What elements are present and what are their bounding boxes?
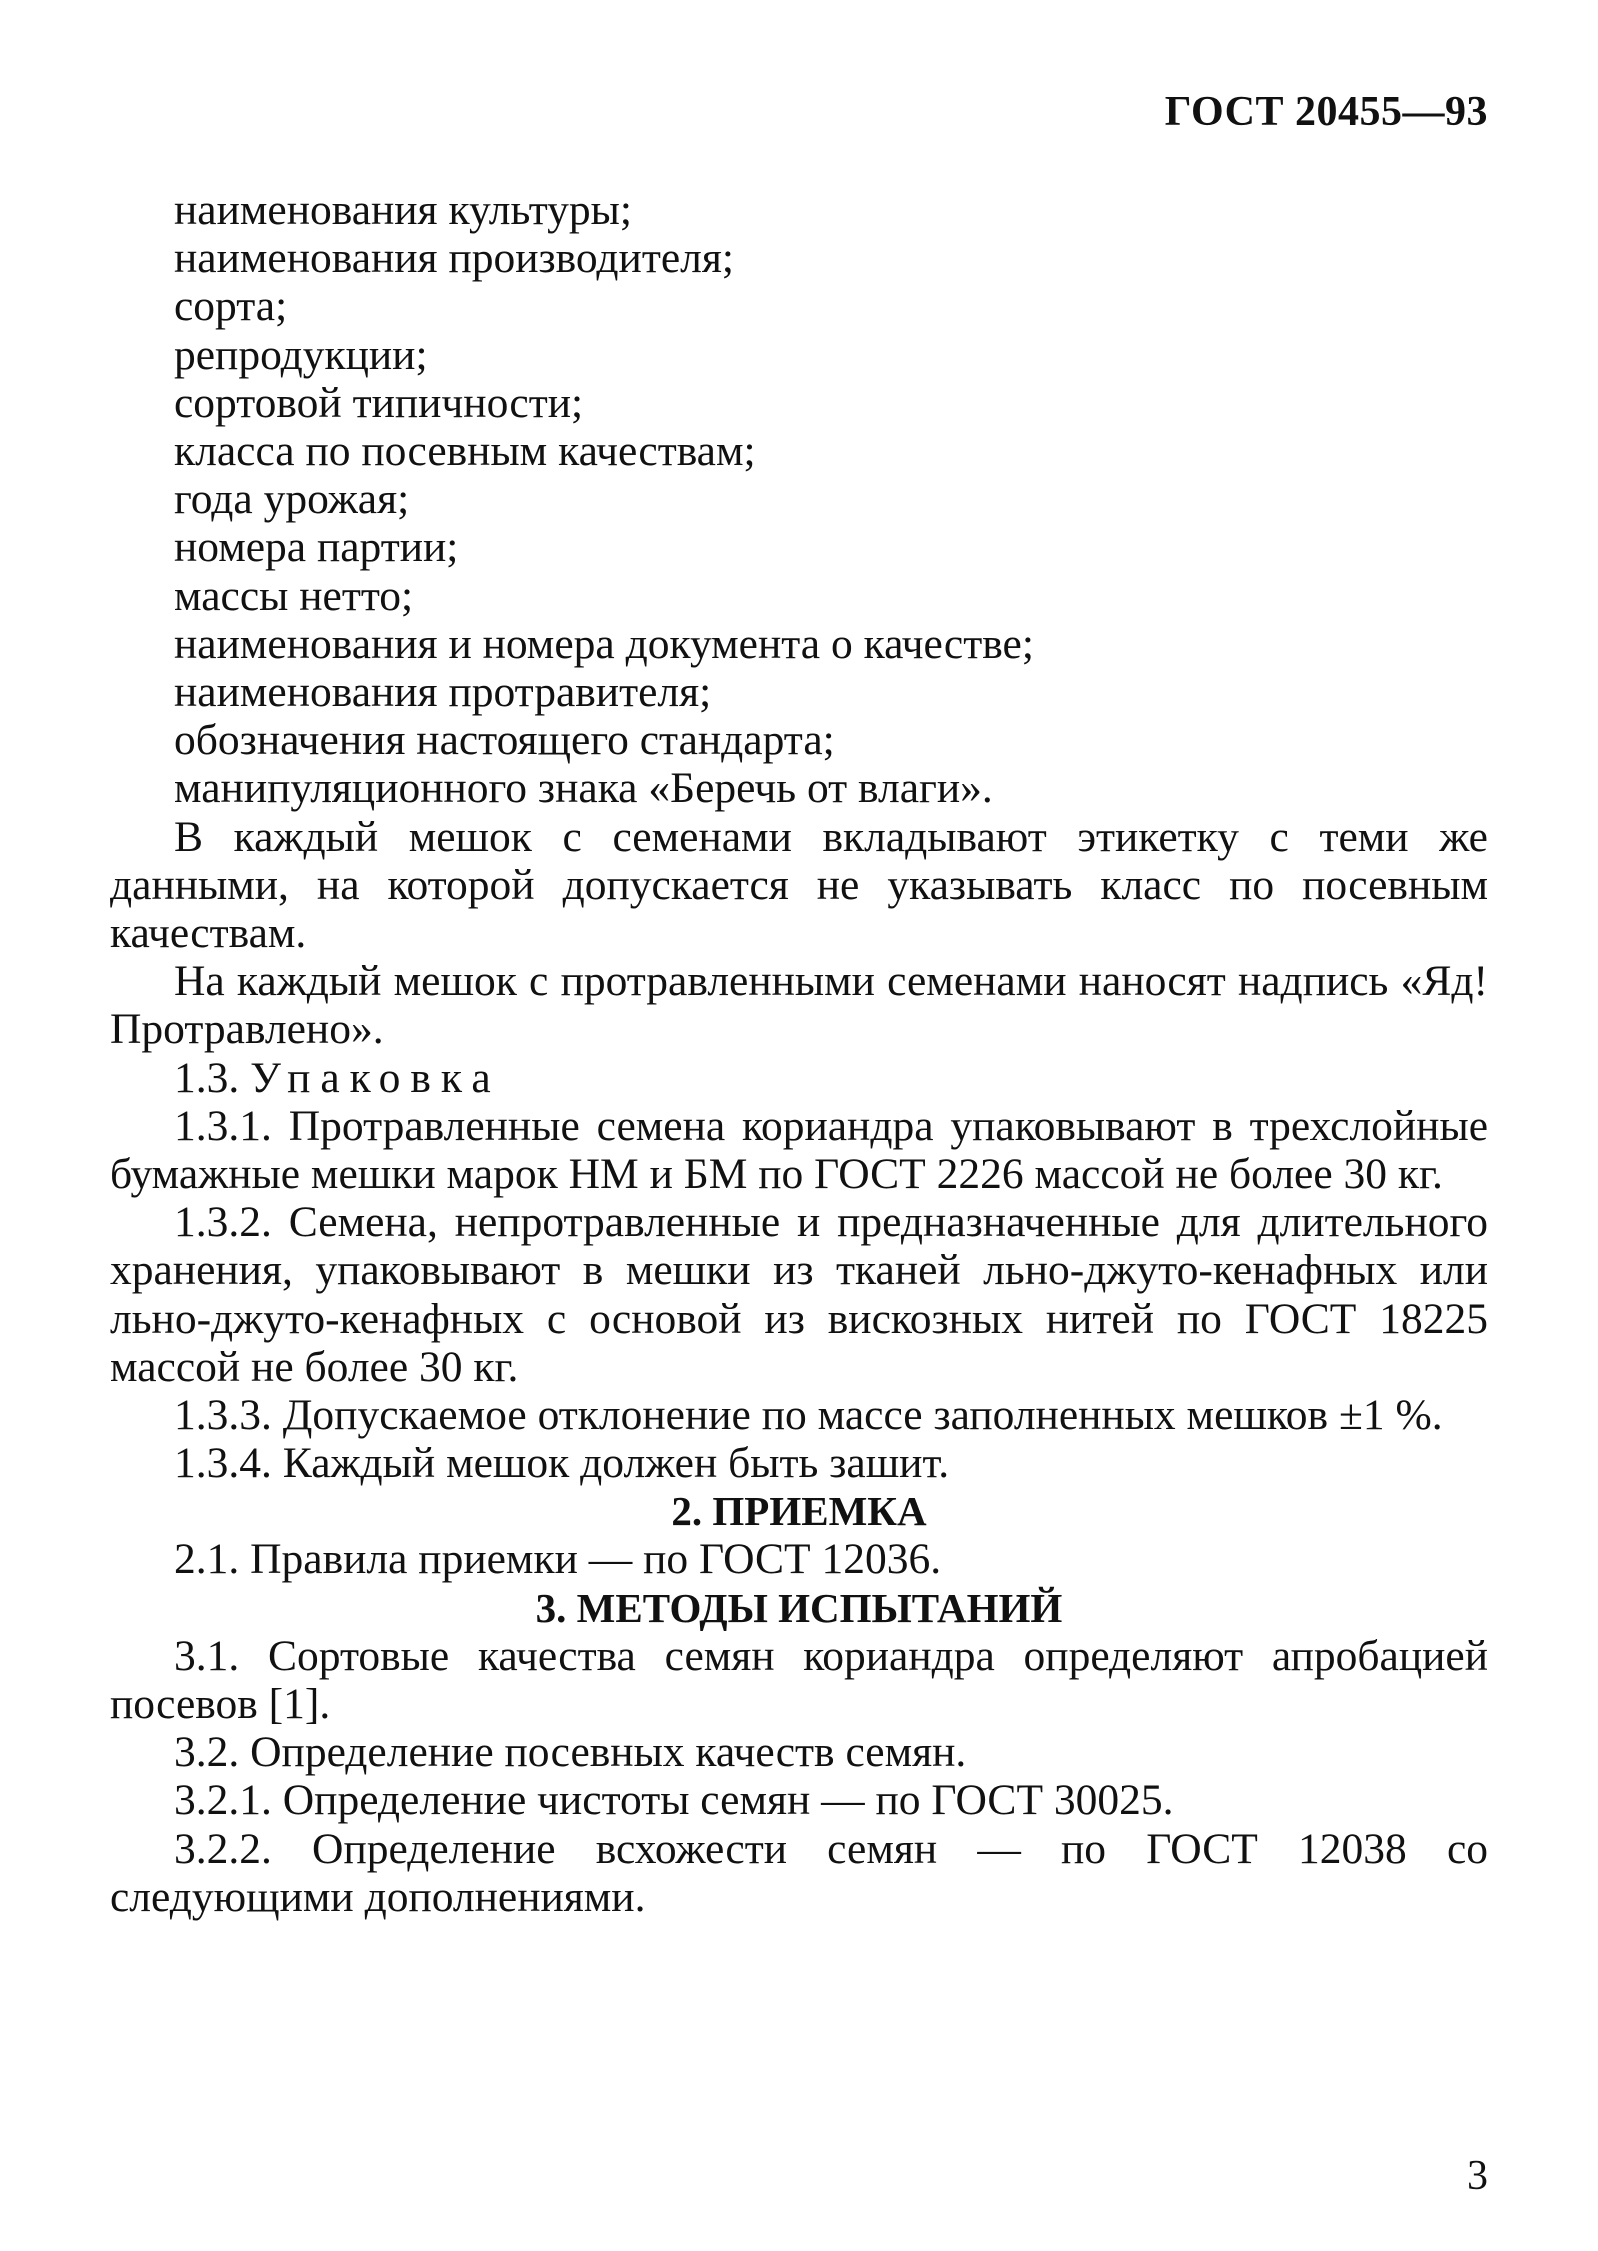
clause-1-3-2: 1.3.2. Семена, непротравленные и предназначенные для длительного хранения, упаковывают в мешки из тканей льно-джуто-кенафных или льно-джуто-кенафных с основой из вискозных нитей по ГОСТ 18225 массой не более 30 кг. [110, 1198, 1488, 1391]
section-3-heading: 3. МЕТОДЫ ИСПЫТАНИЙ [535, 1584, 1063, 1631]
list-item: класса по посевным качествам; [174, 427, 756, 476]
clause-3-2: 3.2. Определение посевных качеств семян. [174, 1728, 967, 1777]
clause-3-2-1: 3.2.1. Определение чистоты семян — по ГОСТ 30025. [174, 1776, 1174, 1825]
list-item: наименования производителя; [174, 234, 734, 283]
list-item: сорта; [174, 282, 288, 331]
document-body [110, 186, 1488, 1921]
section-1-3-title [110, 1054, 1488, 1102]
marking-list [110, 186, 1488, 813]
list-item: репродукции; [174, 330, 428, 379]
section-title: Упаковка [250, 1053, 501, 1102]
clause-3-1: 3.1. Сортовые качества семян кориандра определяют апробацией посевов [1]. [110, 1631, 1488, 1728]
poison-paragraph: На каждый мешок с протравленными семенами наносят надпись «Яд! Протравлено». [110, 957, 1488, 1054]
clause-1-3-4: 1.3.4. Каждый мешок должен быть зашит. [174, 1439, 950, 1488]
clause-1-3-1: 1.3.1. Протравленные семена кориандра упаковывают в трехслойные бумажные мешки марок НМ и БМ по ГОСТ 2226 массой не более 30 кг. [110, 1101, 1488, 1199]
clause-3-2-2: 3.2.2. Определение всхожести семян — по ГОСТ 12038 со следующими дополнениями. [110, 1824, 1488, 1921]
list-item: года урожая; [174, 475, 410, 524]
clause-1-3-3: 1.3.3. Допускаемое отклонение по массе заполненных мешков ±1 %. [174, 1391, 1443, 1440]
section-2-heading: 2. ПРИЕМКА [671, 1488, 927, 1535]
clause-2-1: 2.1. Правила приемки — по ГОСТ 12036. [174, 1535, 942, 1584]
page-number: 3 [1467, 2153, 1488, 2199]
standard-code-header: ГОСТ 20455—93 [1164, 89, 1488, 135]
list-item: наименования культуры; [174, 186, 632, 234]
label-paragraph: В каждый мешок с семенами вкладывают этикетку с теми же данными, на которой допускается не указывать класс по посевным качествам. [110, 812, 1488, 958]
list-item: наименования и номера документа о качестве; [174, 619, 1034, 668]
list-item: массы нетто; [174, 571, 414, 620]
list-item: манипуляционного знака «Беречь от влаги». [174, 764, 993, 813]
list-item: сортовой типичности; [174, 378, 584, 427]
list-item: наименования протравителя; [174, 668, 712, 717]
list-item: номера партии; [174, 523, 459, 572]
section-number: 1.3. [174, 1053, 240, 1102]
list-item: обозначения настоящего стандарта; [174, 716, 835, 765]
